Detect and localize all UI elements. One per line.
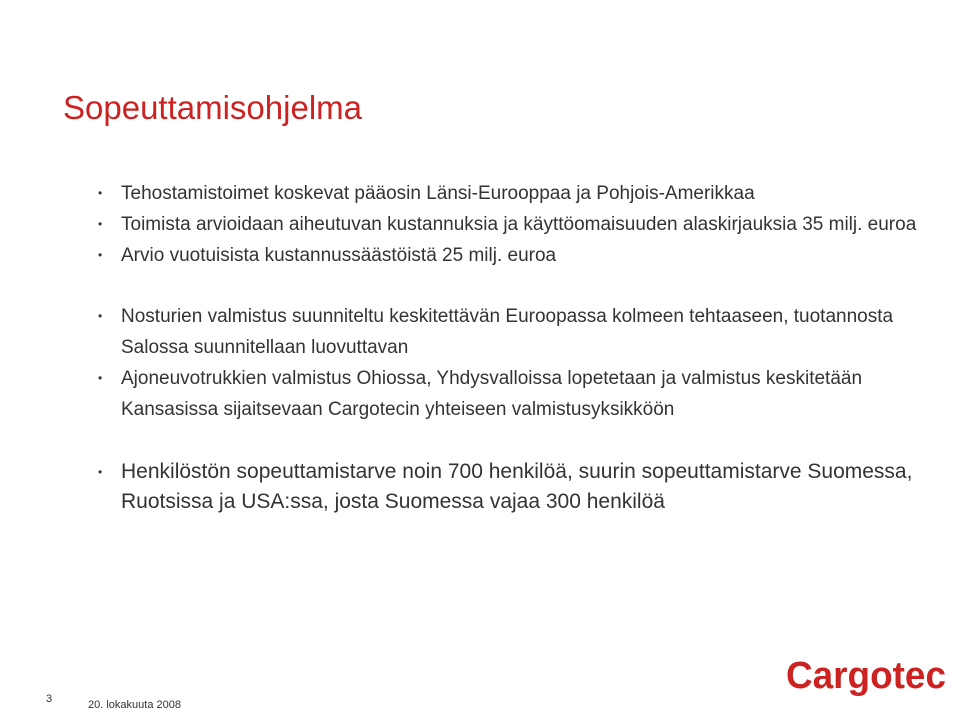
bullet-dot: •	[98, 248, 103, 262]
cargotec-logo	[786, 654, 950, 696]
page-number: 3	[46, 693, 53, 705]
bullet-item	[98, 209, 960, 240]
bullet-text: Nosturien valmistus suunniteltu keskitettävän Euroopassa kolmeen tehtaaseen, tuotannosta Salossa suunnitellaan luovuttavan	[121, 306, 894, 358]
slide-title: Sopeuttamisohjelma	[63, 89, 362, 126]
bullet-text: Henkilöstön sopeuttamistarve noin 700 henkilöä, suurin sopeuttamistarve Suomessa, Ruotsissa ja USA:ssa, josta Suomessa vajaa 300 henkilöä	[121, 460, 913, 513]
bullet-dot: •	[98, 465, 103, 479]
bullet-text: Arvio vuotuisista kustannussäästöistä 25 milj. euroa	[121, 245, 557, 266]
bullet-text: Toimista arvioidaan aiheutuvan kustannuksia ja käyttöomaisuuden alaskirjauksia 35 milj. euroa	[121, 214, 917, 235]
bullet-text: Tehostamistoimet koskevat pääosin Länsi-Eurooppaa ja Pohjois-Amerikkaa	[121, 183, 755, 204]
bullet-item	[98, 178, 960, 209]
bullet-item	[98, 301, 960, 363]
bullet-dot: •	[98, 186, 103, 200]
logo-wordmark: Cargotec	[786, 655, 946, 696]
cargotec-logo-mark	[786, 654, 950, 696]
bullet-dot: •	[98, 371, 103, 385]
bullet-item	[98, 363, 960, 425]
bullet-item	[98, 240, 960, 271]
bullet-list	[98, 178, 960, 517]
footer-date: 20. lokakuuta 2008	[88, 699, 181, 711]
bullet-dot: •	[98, 309, 103, 323]
bullet-item	[98, 457, 960, 517]
bullet-dot: •	[98, 217, 103, 231]
bullet-text: Ajoneuvotrukkien valmistus Ohiossa, Yhdysvalloissa lopetetaan ja valmistus keskitetään Kansasissa sijaitsevaan Cargotecin yhteiseen valmistusyksikköön	[121, 368, 863, 420]
